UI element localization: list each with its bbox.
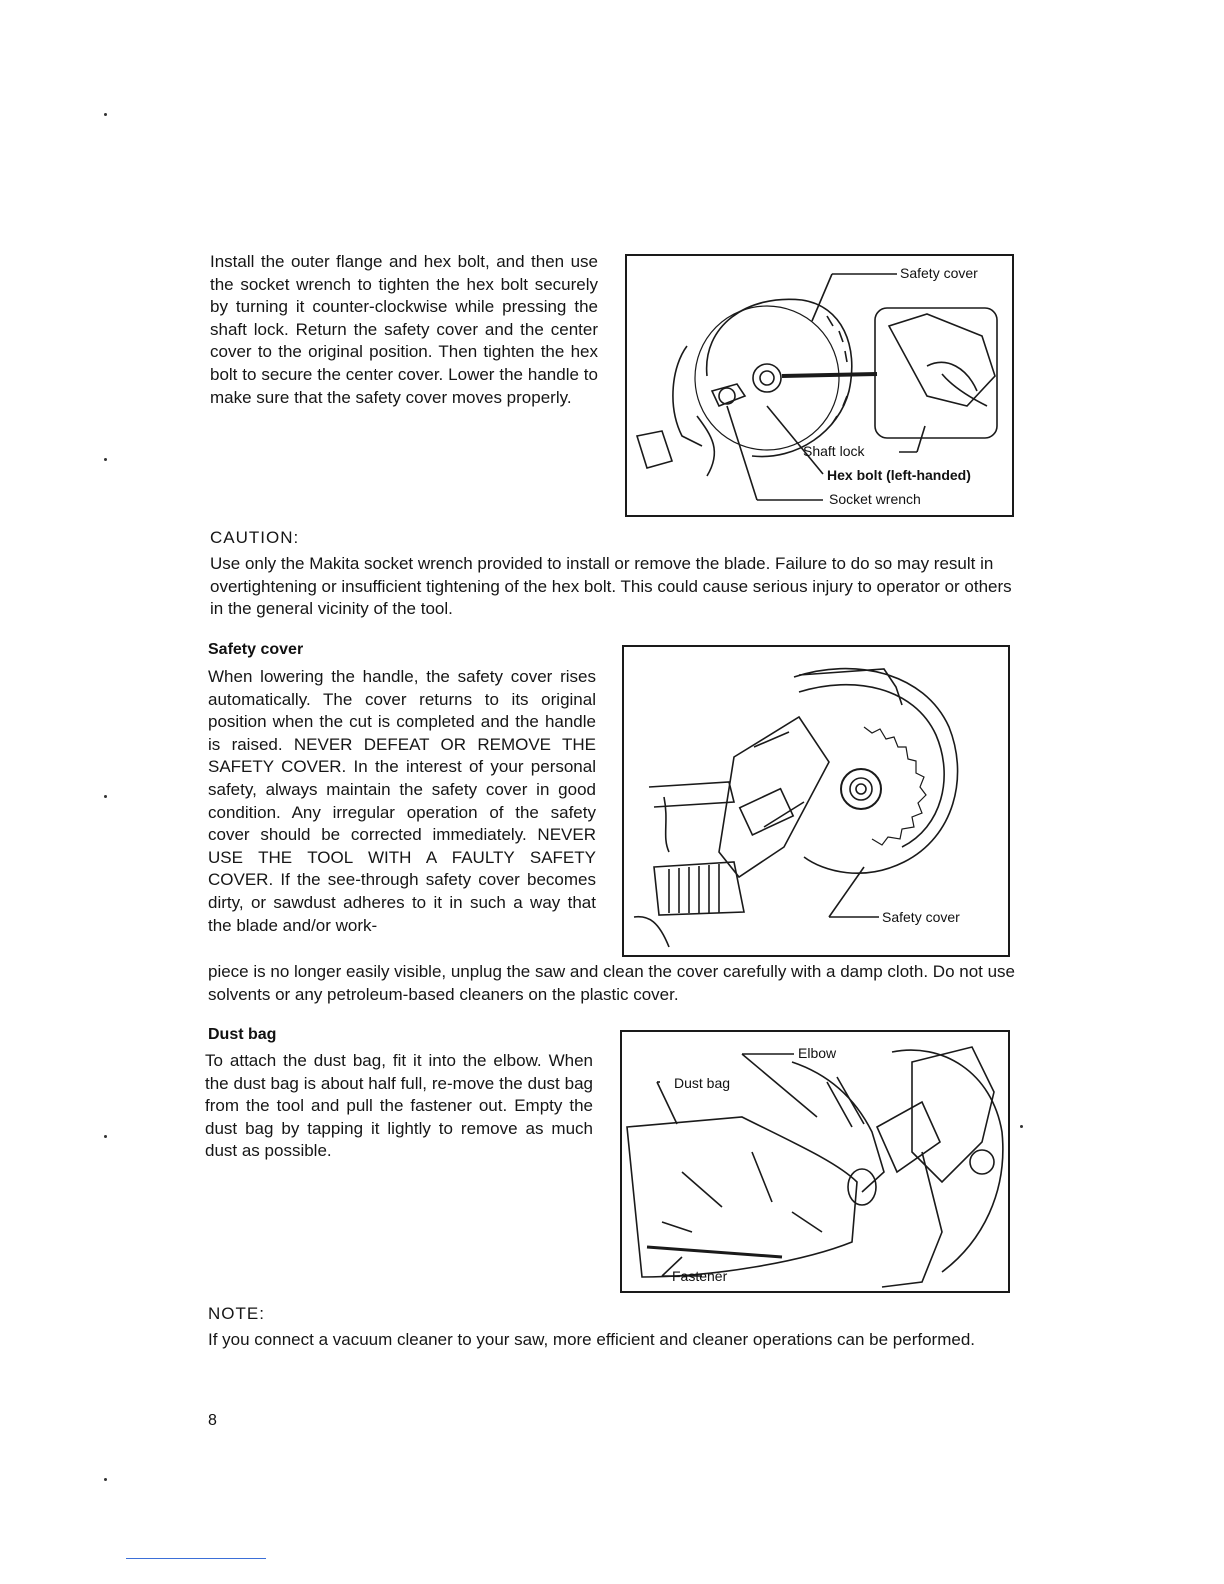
- figure-safety-cover: [622, 645, 1010, 957]
- intro-paragraph: Install the outer flange and hex bolt, and then use the socket wrench to tighten the hex bolt securely by turning it counter-clockwise while pressing the shaft lock. Return the safety cover and the center cover to the original position. Then tighten the hex bolt to secure the center cover. Lower the handle to make sure that the safety cover moves properly.: [210, 252, 598, 407]
- callout-hex-bolt: Hex bolt (left-handed): [827, 467, 971, 483]
- safety-cover-text-narrow: When lowering the handle, the safety cover rises automatically. The cover returns to its original position when the cut is completed and the handle is raised. NEVER DEFEAT OR REMOVE THE SAFETY COVER. In the interest of your personal safety, always maintain the safety cover in good condition. Any irregular operation of the safety cover should be corrected immediately. NEVER USE THE TOOL WITH A FAULTY SAFETY COVER. If the see-through safety cover becomes dirty, or sawdust adheres to it in such a way that the blade and/or work-: [208, 667, 596, 935]
- figure-dust-bag: [620, 1030, 1010, 1293]
- scan-speck: [1020, 1125, 1023, 1128]
- callout-elbow: Elbow: [798, 1045, 837, 1061]
- dust-bag-heading: Dust bag: [208, 1026, 277, 1043]
- caution-heading: CAUTION:: [210, 528, 300, 547]
- note-heading: NOTE:: [208, 1304, 265, 1323]
- dust-bag-illustration: [622, 1032, 1008, 1291]
- underline-bar: [126, 1558, 266, 1559]
- callout-fastener: Fastener: [672, 1268, 728, 1284]
- dust-bag-text: To attach the dust bag, fit it into the elbow. When the dust bag is about half full, re-move the dust bag from the tool and pull the fastener out. Empty the dust bag by tapping it lightly to remove as much dust as possible.: [205, 1051, 593, 1161]
- callout-shaft-lock: Shaft lock: [803, 443, 865, 459]
- callout-dust-bag: Dust bag: [674, 1075, 731, 1091]
- scan-speck: [104, 1478, 107, 1481]
- scan-speck: [104, 1135, 107, 1138]
- safety-cover-text-wide: piece is no longer easily visible, unplug the saw and clean the cover carefully with a damp cloth. Do not use solvents or any petroleum-based cleaners on the plastic cover.: [208, 962, 1016, 1004]
- page-number: 8: [208, 1412, 217, 1429]
- scan-speck: [104, 113, 107, 116]
- callout-safety-cover-2: Safety cover: [882, 909, 960, 925]
- scan-speck: [104, 795, 107, 798]
- callout-socket-wrench: Socket wrench: [829, 491, 921, 507]
- caution-text: Use only the Makita socket wrench provided to install or remove the blade. Failure to do so may result in overtightening or insufficient tightening of the hex bolt. This could cause serious injury to operator or others in the general vicinity of the tool.: [210, 554, 1012, 619]
- scan-speck: [104, 458, 107, 461]
- note-text: If you connect a vacuum cleaner to your saw, more efficient and cleaner operations can be performed.: [208, 1330, 976, 1349]
- callout-safety-cover: Safety cover: [900, 265, 978, 281]
- safety-cover-heading: Safety cover: [208, 641, 304, 658]
- figure-blade-install: [625, 254, 1014, 517]
